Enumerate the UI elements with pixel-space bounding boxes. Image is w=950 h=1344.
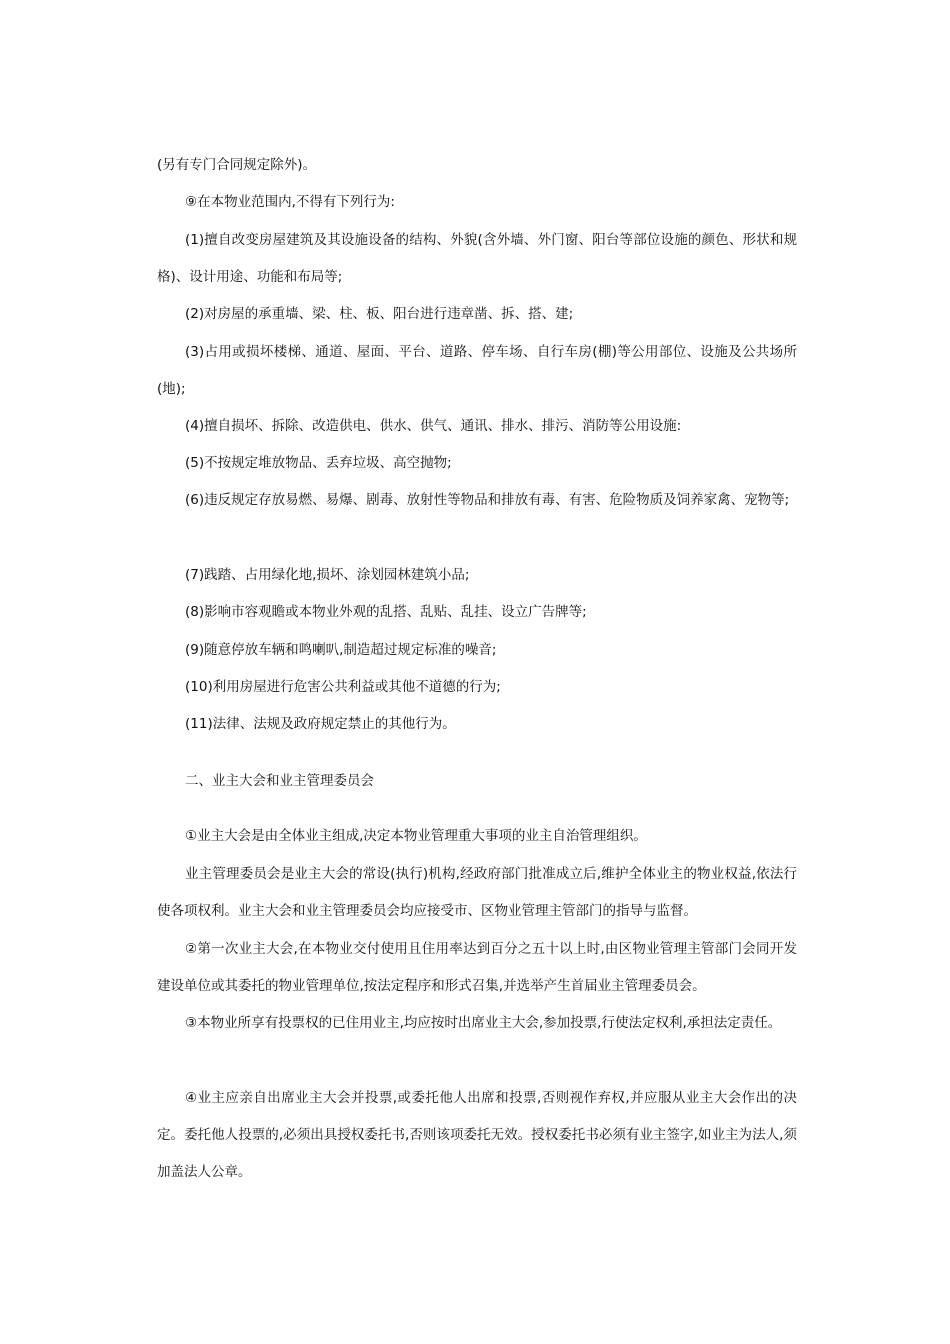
list-item: (3)占用或损坏楼梯、通道、屋面、平台、道路、停车场、自行车房(棚)等公用部位、设施及公共场所(地); [157, 344, 797, 397]
list-item: (7)践踏、占用绿化地,损坏、涂划园林建筑小品; [185, 567, 470, 583]
paragraph: ①业主大会是由全体业主组成,决定本物业管理重大事项的业主自治管理组织。 [185, 828, 647, 844]
list-item: (5)不按规定堆放物品、丢弃垃圾、高空抛物; [185, 455, 452, 471]
paragraph: (另有专门合同规定除外)。 [157, 157, 317, 173]
list-item: (6)违反规定存放易燃、易爆、剧毒、放射性等物品和排放有毒、有害、危险物质及饲养家禽、宠物等; [185, 492, 790, 508]
paragraph: ③本物业所享有投票权的已住用业主,均应按时出席业主大会,参加投票,行使法定权利,承担法定责任。 [185, 1015, 782, 1031]
paragraph: ④业主应亲自出席业主大会并投票,或委托他人出席和投票,否则视作弃权,并应服从业主大会作出的决定。委托他人投票的,必须出具授权委托书,否则该项委托无效。授权委托书必须有业主签字,如业主为法人,须加盖法人公章。 [157, 1090, 797, 1180]
list-item: (10)利用房屋进行危害公共利益或其他不道德的行为; [185, 679, 501, 695]
paragraph: ⑨在本物业范围内,不得有下列行为: [185, 194, 395, 210]
list-item: (8)影响市容观瞻或本物业外观的乱搭、乱贴、乱挂、设立广告牌等; [185, 604, 587, 620]
section-heading: 二、业主大会和业主管理委员会 [185, 773, 374, 789]
list-item: (2)对房屋的承重墙、梁、柱、板、阳台进行违章凿、拆、搭、建; [185, 306, 574, 322]
list-item: (11)法律、法规及政府规定禁止的其他行为。 [185, 716, 456, 732]
paragraph: ②第一次业主大会,在本物业交付使用且住用率达到百分之五十以上时,由区物业管理主管部门会同开发建设单位或其委托的物业管理单位,按法定程序和形式召集,并选举产生首届业主管理委员会。 [157, 941, 797, 994]
paragraph: 业主管理委员会是业主大会的常设(执行)机构,经政府部门批准成立后,维护全体业主的物业权益,依法行使各项权利。业主大会和业主管理委员会均应接受市、区物业管理主管部门的指导与监督。 [157, 866, 797, 919]
list-item: (1)擅自改变房屋建筑及其设施设备的结构、外貌(含外墙、外门窗、阳台等部位设施的颜色、形状和规格)、设计用途、功能和布局等; [157, 232, 797, 285]
list-item: (4)擅自损坏、拆除、改造供电、供水、供气、通讯、排水、排污、消防等公用设施: [185, 418, 682, 434]
list-item: (9)随意停放车辆和鸣喇叭,制造超过规定标准的噪音; [185, 642, 497, 658]
